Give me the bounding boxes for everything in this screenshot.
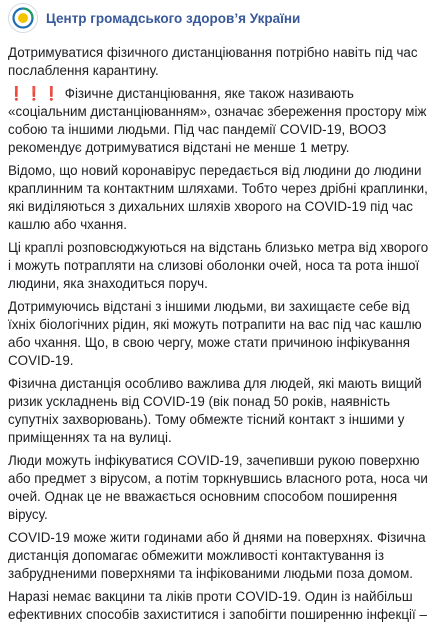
paragraph-7: Люди можуть інфікуватися COVID-19, зачепивши рукою поверхню або предмет з вірусом, а потім торкнувшись власного рота, носа чи очей. Однак це не вважається основним способом поширення вірусу. [8,453,428,522]
paragraph-4: Ці краплі розповсюджуються на відстань близько метра від хворого і можуть потрапляти на слизові оболонки очей, носа та рота іншої людини, яка знаходиться поруч. [8,240,429,291]
paragraph-1: Дотримуватися фізичного дистанціювання потрібно навіть під час послаблення карантину. [8,45,418,78]
paragraph-9: Наразі немає вакцини та ліків проти COVID-19. Один із найбільш ефективних способів захиститися і запобігти поширенню інфекції – [8,589,427,622]
paragraph-5: Дотримуючись відстані з іншими людьми, ви захищаєте себе від їхніх біологічних рідин, які можуть потрапити на вас під час кашлю або чхання. Що, в свою чергу, може стати причиною інфікування COVID-19. [8,299,422,368]
paragraph-2-text: Фізичне дистанціювання, яке також називають «соціальним дистанціюванням», означає збереження простору між собою та іншими людьми. Під час пандемії COVID-19, ВООЗ рекомендує дотримуватися відстані не менше 1 метру. [8,86,427,155]
paragraph-2 [8,85,434,157]
paragraph-8: COVID-19 може жити годинами або й днями на поверхнях. Фізична дистанція допомагає обмежити можливості контактування із забрудненими поверхнями та інфікованими людьми поза домом. [8,530,426,581]
post-text [8,44,434,624]
paragraph-3: Відомо, що новий коронавірус передається від людини до людини краплинним та контактним шляхами. Тобто через дрібні краплинки, які виділяються з дихальних шляхів хворого на COVID-19 під час кашлю або чхання. [8,163,428,232]
paragraph-6: Фізична дистанція особливо важлива для людей, які мають вищий ризик ускладнень від COVID-19 (вік понад 50 років, наявність супутніх захворювань). Тому обмежте тісний контакт з іншими у приміщеннях та на вулиці. [8,376,422,445]
page-avatar[interactable] [8,3,38,33]
post-header [8,0,434,34]
warning-emoji: ❗❗❗ [8,86,62,101]
page-name-link[interactable]: Центр громадського здоров’я України [46,10,301,26]
phc-logo-icon [11,6,35,30]
